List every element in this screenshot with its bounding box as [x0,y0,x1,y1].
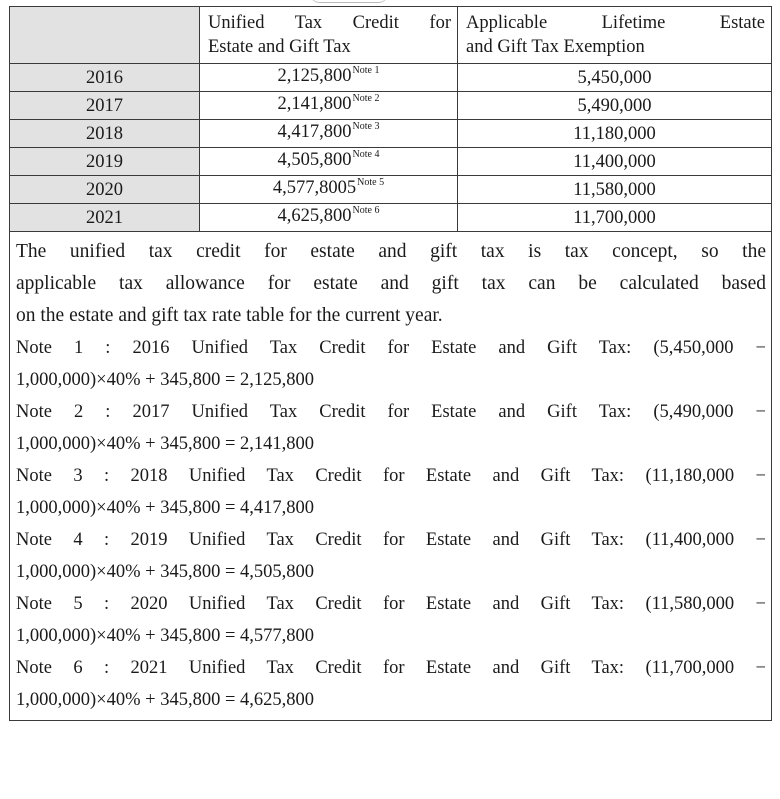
explanation-line: applicable tax allowance for estate and gift tax can be calculated based [16,273,766,294]
note-3-line-1: Note 3 : 2018 Unified Tax Credit for Estate and Gift Tax: (11,180,000 − [16,466,766,486]
credit-cell [200,92,458,120]
header-cell-unified-credit [200,7,458,64]
header-exemption-line-1: Applicable Lifetime Estate [466,13,765,33]
explanation-paragraph [16,236,766,332]
credit-value: 4,505,800 [277,150,352,170]
note-5-line-1: Note 5 : 2020 Unified Tax Credit for Estate and Gift Tax: (11,580,000 − [16,594,766,614]
header-credit-line-2: Estate and Gift Tax [208,37,351,57]
note-reference: Note 6 [352,205,380,216]
note-list [16,332,766,716]
note-2-line-1: Note 2 : 2017 Unified Tax Credit for Estate and Gift Tax: (5,490,000 − [16,402,766,422]
credit-cell [200,176,458,204]
explanation-row [10,232,772,721]
credit-cell [200,120,458,148]
credit-value: 4,577,8005 [272,178,357,198]
credit-cell [200,148,458,176]
year-cell: 2016 [10,64,200,92]
cropped-top-edge [9,0,771,6]
table-row [10,120,772,148]
exemption-cell: 11,580,000 [458,176,772,204]
exemption-cell: 5,450,000 [458,64,772,92]
year-cell: 2017 [10,92,200,120]
year-cell: 2019 [10,148,200,176]
note-reference: Note 4 [352,149,380,160]
header-exemption-line-2: and Gift Tax Exemption [466,37,645,57]
credit-cell [200,64,458,92]
table-row [10,64,772,92]
note-6-line-2: 1,000,000)×40% + 345,800 = 4,625,800 [16,690,314,710]
note-6-line-1: Note 6 : 2021 Unified Tax Credit for Estate and Gift Tax: (11,700,000 − [16,658,766,678]
credit-value: 4,417,800 [277,122,352,142]
table-row [10,92,772,120]
note-reference: Note 3 [352,121,380,132]
tax-credit-table [9,6,772,721]
header-credit-line-1: Unified Tax Credit for [208,13,451,33]
note-reference: Note 1 [352,65,380,76]
tax-table-document [9,0,771,721]
header-row [10,7,772,64]
note-2-line-2: 1,000,000)×40% + 345,800 = 2,141,800 [16,434,314,454]
exemption-cell: 11,400,000 [458,148,772,176]
note-reference: Note 5 [357,177,385,188]
table-row [10,204,772,232]
explanation-cell [10,232,772,721]
exemption-cell: 5,490,000 [458,92,772,120]
header-cell-year [10,7,200,64]
note-1-line-1: Note 1 : 2016 Unified Tax Credit for Estate and Gift Tax: (5,450,000 − [16,338,766,358]
note-3-line-2: 1,000,000)×40% + 345,800 = 4,417,800 [16,498,314,518]
table-row [10,148,772,176]
credit-cell [200,204,458,232]
year-cell: 2018 [10,120,200,148]
note-1-line-2: 1,000,000)×40% + 345,800 = 2,125,800 [16,370,314,390]
note-reference: Note 2 [352,93,380,104]
table-row [10,176,772,204]
note-5-line-2: 1,000,000)×40% + 345,800 = 4,577,800 [16,626,314,646]
exemption-cell: 11,180,000 [458,120,772,148]
year-cell: 2020 [10,176,200,204]
year-cell: 2021 [10,204,200,232]
note-4-line-1: Note 4 : 2019 Unified Tax Credit for Estate and Gift Tax: (11,400,000 − [16,530,766,550]
credit-value: 2,141,800 [277,94,352,114]
header-cell-exemption [458,7,772,64]
explanation-line: on the estate and gift tax rate table for the current year. [16,305,443,326]
credit-value: 4,625,800 [277,206,352,226]
credit-value: 2,125,800 [277,66,352,86]
exemption-cell: 11,700,000 [458,204,772,232]
explanation-line: The unified tax credit for estate and gift tax is tax concept, so the [16,241,766,262]
note-4-line-2: 1,000,000)×40% + 345,800 = 4,505,800 [16,562,314,582]
